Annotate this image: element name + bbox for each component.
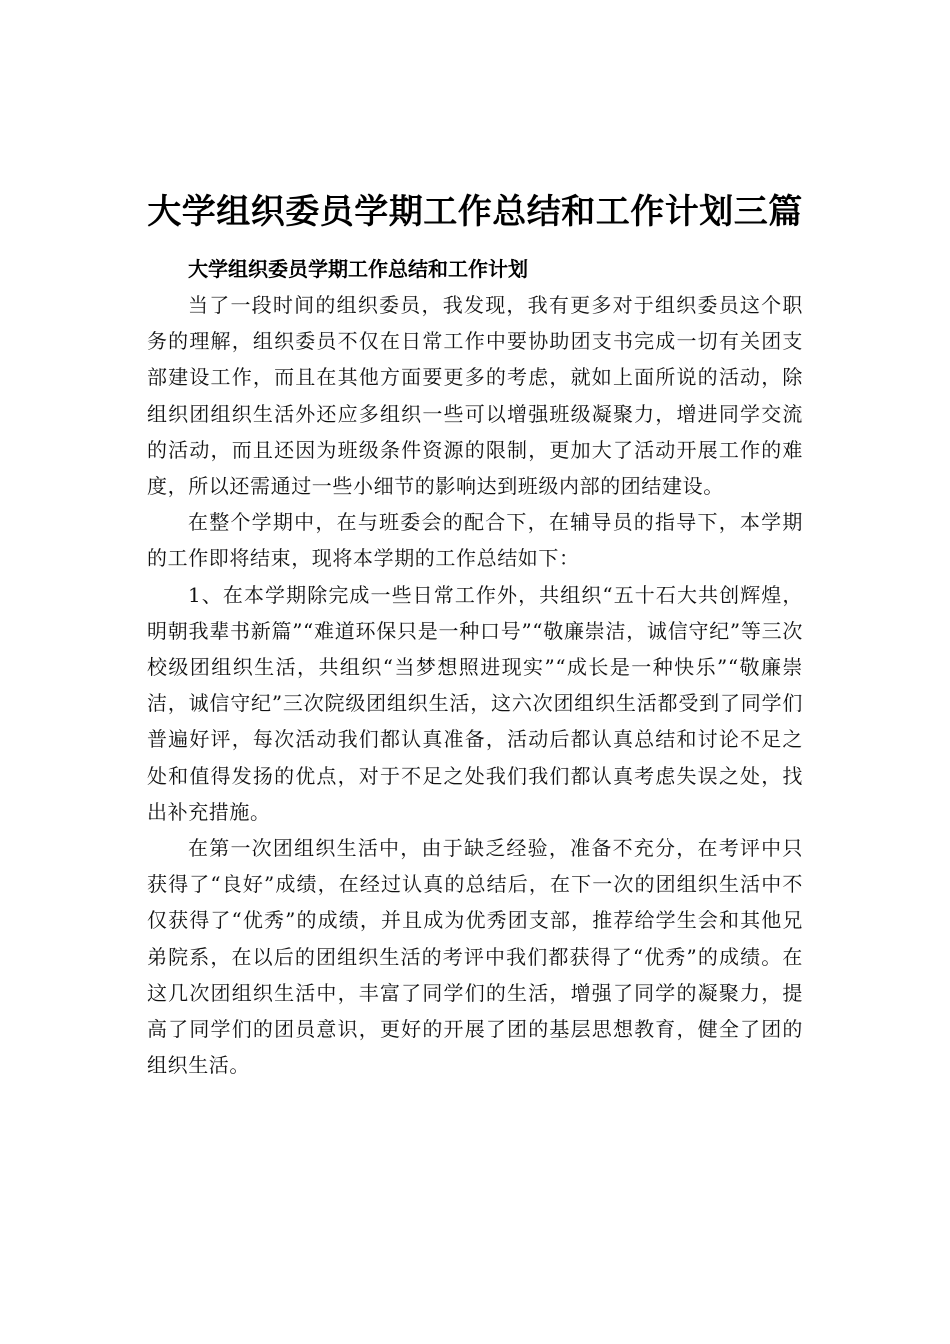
paragraph-1: 当了一段时间的组织委员，我发现，我有更多对于组织委员这个职务的理解，组织委员不仅在日常工作中要协助团支书完成一切有关团支部建设工作，而且在其他方面要更多的考虑，就如上面所说的活动，除组织团组织生活外还应多组织一些可以增强班级凝聚力，增进同学交流的活动，而且还因为班级条件资源的限制，更加大了活动开展工作的难度，所以还需通过一些小细节的影响达到班级内部的团结建设。: [147, 293, 803, 499]
document-title: 大学组织委员学期工作总结和工作计划三篇: [147, 192, 803, 232]
paragraph-4: 在第一次团组织生活中，由于缺乏经验，准备不充分，在考评中只获得了“良好”成绩，在经过认真的总结后，在下一次的团组织生活中不仅获得了“优秀”的成绩，并且成为优秀团支部，推荐给学生会和其他兄弟院系，在以后的团组织生活的考评中我们都获得了“优秀”的成绩。在这几次团组织生活中，丰富了同学们的生活，增强了同学的凝聚力，提高了同学们的团员意识，更好的开展了团的基层思想教育，健全了团的组织生活。: [147, 836, 803, 1078]
paragraph-3: 1、在本学期除完成一些日常工作外，共组织“五十石大共创辉煌，明朝我辈书新篇”“难道环保只是一种口号”“敬廉崇洁，诚信守纪”等三次校级团组织生活，共组织“当梦想照进现实”“成长是一种快乐”“敬廉崇洁，诚信守纪”三次院级团组织生活，这六次团组织生活都受到了同学们普遍好评，每次活动我们都认真准备，活动后都认真总结和讨论不足之处和值得发扬的优点，对于不足之处我们我们都认真考虑失误之处，找出补充措施。: [147, 582, 803, 824]
section-heading: 大学组织委员学期工作总结和工作计划: [188, 257, 528, 281]
paragraph-2: 在整个学期中，在与班委会的配合下，在辅导员的指导下，本学期的工作即将结束，现将本学期的工作总结如下：: [147, 510, 803, 571]
document-page: [147, 183, 803, 1083]
